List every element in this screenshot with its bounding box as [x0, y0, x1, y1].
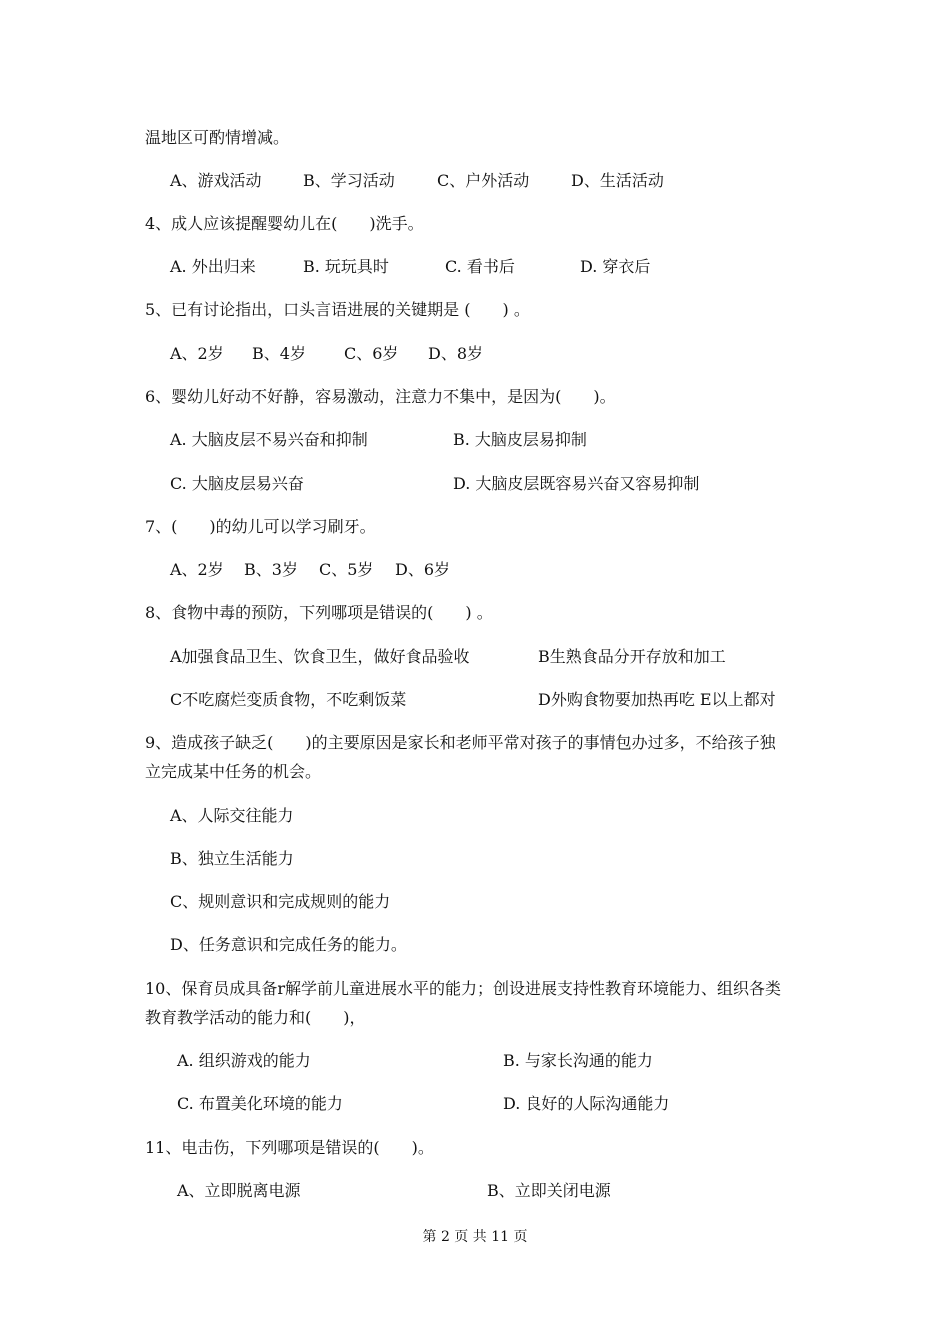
- q9-option-d: D、任务意识和完成任务的能力。: [170, 935, 407, 954]
- q10-option-d: D. 良好的人际沟通能力: [503, 1094, 670, 1113]
- q4-option-a: A. 外出归来: [170, 257, 256, 276]
- q5-option-c: C、6岁: [344, 344, 399, 363]
- q4-stem: 4、成人应该提醒婴幼儿在( )洗手。: [145, 214, 424, 233]
- q7-stem: 7、( )的幼儿可以学习刷牙。: [145, 517, 376, 536]
- q8-option-d: D外购食物要加热再吃 E以上都对: [538, 690, 776, 709]
- q10-option-a: A. 组织游戏的能力: [177, 1051, 311, 1070]
- q7-option-c: C、5岁: [319, 560, 374, 579]
- q10-option-b: B. 与家长沟通的能力: [503, 1051, 653, 1070]
- q9-option-b: B、独立生活能力: [170, 849, 294, 868]
- q8-option-a: A加强食品卫生、饮食卫生，做好食品验收: [170, 647, 470, 666]
- q11-stem: 11、电击伤，下列哪项是错误的( )。: [145, 1138, 434, 1157]
- q6-option-d: D. 大脑皮层既容易兴奋又容易抑制: [453, 474, 700, 493]
- q10-stem-line1: 10、保育员成具备r解学前儿童进展水平的能力；创设进展支持性教育环境能力、组织各类: [145, 979, 782, 998]
- q3-option-c: C、户外活动: [437, 171, 530, 190]
- q5-stem: 5、已有讨论指出，口头言语进展的关键期是 ( ) 。: [145, 300, 530, 319]
- q9-option-a: A、人际交往能力: [170, 806, 294, 825]
- q9-stem-line1: 9、造成孩子缺乏( )的主要原因是家长和老师平常对孩子的事情包办过多，不给孩子独: [145, 733, 776, 752]
- q3-option-a: A、游戏活动: [170, 171, 262, 190]
- q4-option-b: B. 玩玩具时: [303, 257, 389, 276]
- q11-option-b: B、立即关闭电源: [487, 1181, 611, 1200]
- q6-option-c: C. 大脑皮层易兴奋: [170, 474, 304, 493]
- q3-option-d: D、生活活动: [571, 171, 664, 190]
- q3-option-b: B、学习活动: [303, 171, 395, 190]
- q5-option-a: A、2岁: [170, 344, 224, 363]
- page-footer: 第 2 页 共 11 页: [422, 1229, 528, 1245]
- q8-stem: 8、食物中毒的预防，下列哪项是错误的( ) 。: [145, 603, 493, 622]
- q10-option-c: C. 布置美化环境的能力: [177, 1094, 343, 1113]
- q11-option-a: A、立即脱离电源: [177, 1181, 301, 1200]
- q6-stem: 6、婴幼儿好动不好静，容易激动，注意力不集中，是因为( )。: [145, 387, 616, 406]
- q4-option-c: C. 看书后: [445, 257, 515, 276]
- q5-option-b: B、4岁: [252, 344, 306, 363]
- q3-stem-tail: 温地区可酌情增减。: [145, 128, 290, 147]
- q5-option-d: D、8岁: [428, 344, 484, 363]
- q7-option-a: A、2岁: [170, 560, 224, 579]
- q7-option-d: D、6岁: [395, 560, 451, 579]
- q4-option-d: D. 穿衣后: [580, 257, 651, 276]
- q6-option-b: B. 大脑皮层易抑制: [453, 430, 587, 449]
- q9-stem-line2: 立完成某中任务的机会。: [145, 762, 322, 781]
- q9-option-c: C、规则意识和完成规则的能力: [170, 892, 391, 911]
- q10-stem-line2: 教育教学活动的能力和( )，: [145, 1008, 366, 1027]
- q8-option-b: B生熟食品分开存放和加工: [538, 647, 726, 666]
- q6-option-a: A. 大脑皮层不易兴奋和抑制: [170, 430, 368, 449]
- q7-option-b: B、3岁: [244, 560, 298, 579]
- q8-option-c: C不吃腐烂变质食物，不吃剩饭菜: [170, 690, 407, 709]
